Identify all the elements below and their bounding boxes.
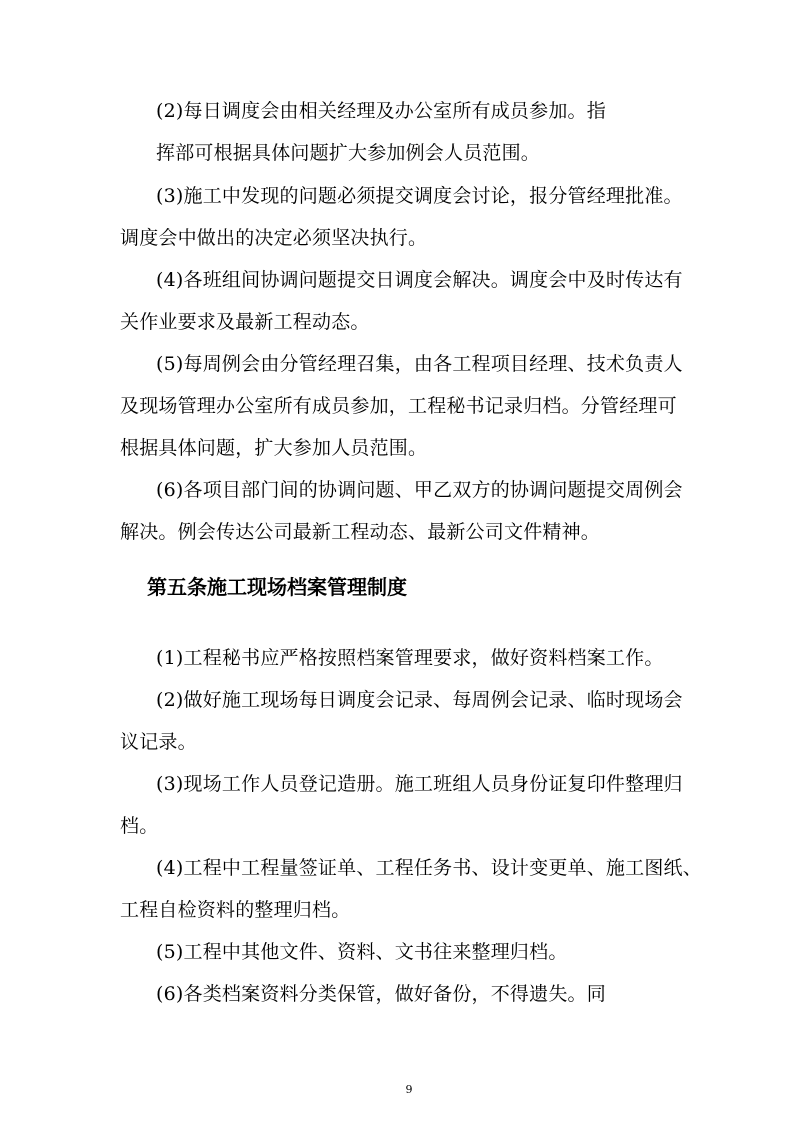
paragraph-line: 根据具体问题，扩大参加人员范围。 (120, 437, 428, 459)
paragraph-line: (2)做好施工现场每日调度会记录、每周例会记录、临时现场会 (156, 689, 683, 711)
paragraph-line: 及现场管理办公室所有成员参加，工程秘书记录归档。分管经理可 (120, 395, 677, 417)
paragraph-line: (4)工程中工程量签证单、工程任务书、设计变更单、施工图纸、 (156, 857, 702, 879)
paragraph-line: (2)每日调度会由相关经理及办公室所有成员参加。指 (156, 100, 606, 122)
paragraph-line: (5)工程中其他文件、资料、文书往来整理归档。 (156, 941, 568, 963)
paragraph-line: 调度会中做出的决定必须坚决执行。 (120, 227, 428, 249)
paragraph-line: 挥部可根据具体问题扩大参加例会人员范围。 (156, 142, 541, 164)
section-heading: 第五条施工现场档案管理制度 (147, 575, 407, 599)
paragraph-line: 工程自检资料的整理归档。 (120, 899, 351, 921)
paragraph-line: 议记录。 (120, 731, 197, 753)
paragraph-line: (1)工程秘书应严格按照档案管理要求，做好资料档案工作。 (156, 647, 664, 669)
paragraph-line: (3)现场工作人员登记造册。施工班组人员身份证复印件整理归 (156, 773, 683, 795)
paragraph-line: (6)各类档案资料分类保管，做好备份，不得遗失。同 (156, 983, 606, 1005)
paragraph-line: 档。 (120, 815, 159, 837)
paragraph-line: (6)各项目部门间的协调问题、甲乙双方的协调问题提交周例会 (156, 479, 683, 501)
paragraph-line: (5)每周例会由分管经理召集，由各工程项目经理、技术负责人 (156, 353, 683, 375)
paragraph-line: 关作业要求及最新工程动态。 (120, 311, 370, 333)
paragraph-line: (4)各班组间协调问题提交日调度会解决。调度会中及时传达有 (156, 269, 683, 291)
paragraph-line: (3)施工中发现的问题必须提交调度会讨论，报分管经理批准。 (156, 185, 683, 207)
paragraph-line: 解决。例会传达公司最新工程动态、最新公司文件精神。 (120, 521, 601, 543)
page-number: 9 (405, 1083, 413, 1096)
